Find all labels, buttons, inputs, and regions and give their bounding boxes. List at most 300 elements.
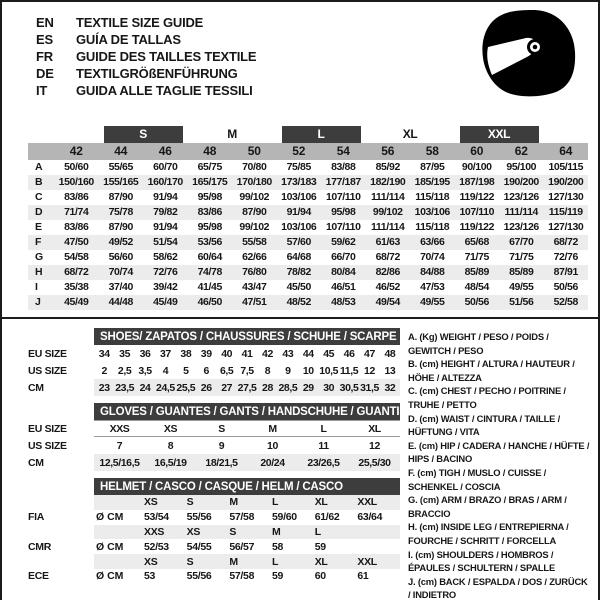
size-group-spacer xyxy=(544,126,589,143)
helmet-cell: XL xyxy=(314,555,328,568)
measurement-cell: 105/115 xyxy=(548,161,584,173)
row-letter: B xyxy=(28,175,54,190)
measurement-cell: 170/180 xyxy=(232,175,277,190)
helmet-row-label xyxy=(28,495,94,510)
shoes-row-label: US SIZE xyxy=(28,364,67,377)
measurement-cell: 111/114 xyxy=(371,191,405,203)
helmet-cell: L xyxy=(314,525,321,538)
helmet-row-label xyxy=(28,525,94,540)
helmet-table-body xyxy=(94,478,400,584)
shoes-row xyxy=(94,362,400,379)
shoes-row xyxy=(94,379,400,396)
measurement-cell: 95/98 xyxy=(197,221,222,233)
numeric-size-spacer xyxy=(28,143,54,160)
legend-item: J. (cm) BACK / ESPALDA / DOS / ZURÜCK / INDIETRO xyxy=(408,575,588,600)
helmet-cell: 54/55 xyxy=(186,540,212,553)
measurement-cell: 41/45 xyxy=(197,281,222,293)
measurement-cell: 66/70 xyxy=(331,251,356,263)
numeric-size: 52 xyxy=(277,143,322,160)
measurement-cell: 62/66 xyxy=(242,251,267,263)
measurement-cell: 43/47 xyxy=(242,281,267,293)
measurement-cell: 95/98 xyxy=(321,205,366,220)
numeric-size: 56 xyxy=(366,143,411,160)
helmet-cell: S xyxy=(186,496,194,509)
numeric-size: 50 xyxy=(232,143,277,160)
shoes-cell: 42 xyxy=(262,347,273,360)
size-group-S: S xyxy=(99,126,188,143)
shoes-cell: 6 xyxy=(203,364,209,377)
measurement-cell: 165/175 xyxy=(188,175,233,190)
measurement-cell: 58/62 xyxy=(153,251,178,263)
measurement-cell: 87/90 xyxy=(108,221,133,233)
gloves-cell: S xyxy=(218,422,225,435)
numeric-size: 64 xyxy=(544,143,589,160)
measurement-cell: 107/110 xyxy=(455,205,500,220)
gloves-row xyxy=(94,454,400,471)
language-title: GUÍA DE TALLAS xyxy=(76,32,181,47)
row-letter: G xyxy=(35,251,43,263)
shoes-table xyxy=(28,328,400,396)
numeric-size-row xyxy=(28,143,588,160)
helmet-cell: 61 xyxy=(357,570,369,583)
measurement-cell: 51/54 xyxy=(143,235,188,250)
helmet-cell: 56/57 xyxy=(229,540,255,553)
shoes-cell: 25,5 xyxy=(176,381,196,394)
measurement-row xyxy=(28,190,588,205)
gloves-cell: 12 xyxy=(369,439,380,452)
size-group-row xyxy=(28,126,588,143)
shoes-cell: 45 xyxy=(323,347,335,360)
measurement-cell: 45/49 xyxy=(54,295,99,310)
measurement-cell: 82/86 xyxy=(366,265,411,280)
measurement-cell: 50/56 xyxy=(455,295,500,310)
helmet-row xyxy=(94,569,400,584)
measurement-cell: 44/48 xyxy=(99,295,144,310)
measurement-cell: 107/110 xyxy=(325,191,361,203)
measurement-cell: 74/78 xyxy=(188,265,233,280)
helmet-unit-cell: Ø CM xyxy=(96,511,124,524)
measurement-cell: 83/86 xyxy=(188,205,233,220)
measurement-cell: 182/190 xyxy=(366,175,411,190)
helmet-cell: XS xyxy=(144,496,158,509)
measurement-cell: 45/50 xyxy=(286,281,311,293)
shoes-cell: 27,5 xyxy=(237,381,257,394)
size-group-spacer xyxy=(28,126,99,143)
measurement-cell: 48/54 xyxy=(464,281,489,293)
shoes-cell: 23 xyxy=(98,381,110,394)
language-code: FR xyxy=(36,49,53,64)
shoes-cell: 30,5 xyxy=(339,381,359,394)
measurement-cell: 185/195 xyxy=(410,175,455,190)
gloves-table-body xyxy=(94,403,400,471)
helmet-row xyxy=(94,554,400,569)
helmet-cell: 57/58 xyxy=(229,570,255,583)
helmet-cell: M xyxy=(272,525,281,538)
measurement-cell: 51/56 xyxy=(499,295,544,310)
legend-item: I. (cm) SHOULDERS / HOMBROS / ÉPAULES / SCHULTERN / SPALLE xyxy=(408,548,556,574)
measurement-cell: 150/160 xyxy=(54,175,99,190)
gloves-cell: 25,5/30 xyxy=(358,456,391,469)
shoes-cell: 28 xyxy=(262,381,273,394)
measurement-cell: 127/130 xyxy=(548,191,584,203)
shoes-cell: 6,5 xyxy=(219,364,234,377)
measurement-cell: 72/76 xyxy=(553,251,578,263)
measurement-cell: 46/51 xyxy=(331,281,356,293)
measurement-cell: 35/38 xyxy=(64,281,89,293)
measurement-row xyxy=(28,235,588,250)
bottom-section xyxy=(2,319,598,600)
shoes-cell: 23,5 xyxy=(115,381,135,394)
measurement-cell: 91/94 xyxy=(153,191,178,203)
numeric-size: 58 xyxy=(410,143,455,160)
gloves-table-title: GLOVES / GUANTES / GANTS / HANDSCHUHE / GUANTI xyxy=(94,403,400,420)
helmet-cell: XL xyxy=(314,496,328,509)
measurement-cell: 75/85 xyxy=(286,161,311,173)
legend-item: F. (cm) TIGH / MUSLO / CUISSE / SCHENKEL / COSCIA xyxy=(408,466,547,492)
measurement-cell: 80/84 xyxy=(321,265,366,280)
language-title: GUIDE DES TAILLES TEXTILE xyxy=(76,49,257,64)
shoes-cell: 32 xyxy=(384,381,396,394)
language-title: TEXTILGRÖßENFÜHRUNG xyxy=(76,66,238,81)
measurement-cell: 37/40 xyxy=(108,281,133,293)
measurement-cell: 119/122 xyxy=(459,221,495,233)
accessory-tables xyxy=(28,328,400,600)
measurement-cell: 79/82 xyxy=(143,205,188,220)
row-letter: I xyxy=(35,281,38,293)
helmet-cell: M xyxy=(229,496,238,509)
measurement-cell: 85/92 xyxy=(375,161,400,173)
shoes-cell: 48 xyxy=(384,347,396,360)
measurement-cell: 68/72 xyxy=(375,251,400,263)
measurement-cell: 78/82 xyxy=(277,265,322,280)
numeric-size: 60 xyxy=(455,143,500,160)
measurement-cell: 67/70 xyxy=(499,235,544,250)
measurement-cell: 173/183 xyxy=(277,175,322,190)
helmet-cell: S xyxy=(229,525,237,538)
measurement-cell: 70/74 xyxy=(420,251,445,263)
gloves-label-spacer xyxy=(28,403,94,420)
helmet-cell: 57/58 xyxy=(229,511,255,524)
gloves-row-labels xyxy=(28,403,94,471)
measurement-cell: 83/88 xyxy=(331,161,356,173)
helmet-cell: 59 xyxy=(314,540,326,553)
helmet-cell: L xyxy=(272,555,279,568)
shoes-table-title: SHOES/ ZAPATOS / CHAUSSURES / SCHUHE / SCARPE xyxy=(94,328,400,345)
gloves-cell: 18/21,5 xyxy=(205,456,238,469)
shoes-cell: 24 xyxy=(139,381,151,394)
measurement-cell: 127/130 xyxy=(548,221,584,233)
shoes-cell: 11,5 xyxy=(339,364,359,377)
shoes-cell: 8 xyxy=(264,364,271,377)
shoes-cell: 35 xyxy=(119,347,131,360)
gloves-cell: M xyxy=(268,422,277,435)
measurement-cell: 155/165 xyxy=(99,175,144,190)
shoes-cell: 26 xyxy=(200,381,212,394)
language-code: DE xyxy=(36,66,54,81)
helmet-row-label: ECE xyxy=(28,570,49,583)
shoes-cell: 44 xyxy=(302,347,314,360)
gloves-cell: 8 xyxy=(167,439,174,452)
numeric-size: 54 xyxy=(321,143,366,160)
measurement-cell: 75/78 xyxy=(99,205,144,220)
helmet-cell: M xyxy=(229,555,238,568)
language-title: GUIDA ALLE TAGLIE TESSILI xyxy=(76,83,253,98)
measurement-row xyxy=(28,175,588,190)
helmet-row xyxy=(94,495,400,510)
measurement-cell: 190/200 xyxy=(544,175,589,190)
measurement-cell: 187/198 xyxy=(455,175,500,190)
gloves-cell: 12,5/16,5 xyxy=(99,456,140,469)
measurement-cell: 95/100 xyxy=(506,161,537,173)
measurement-cell: 99/102 xyxy=(239,221,270,233)
row-letter: J xyxy=(28,295,54,310)
measurement-cell: 45/49 xyxy=(143,295,188,310)
language-code: ES xyxy=(36,32,53,47)
measurement-cell: 61/63 xyxy=(366,235,411,250)
helmet-cell: XXS xyxy=(144,525,165,538)
helmet-cell: XXL xyxy=(357,555,377,568)
helmet-cell: XS xyxy=(144,555,158,568)
measurement-cell: 47/50 xyxy=(54,235,99,250)
shoes-cell: 31,5 xyxy=(360,381,379,394)
helmet-cell: 55/56 xyxy=(186,511,212,524)
measurement-cell: 56/60 xyxy=(108,251,133,263)
measurement-cell: 59/62 xyxy=(321,235,366,250)
shoes-cell: 10,5 xyxy=(319,364,339,377)
numeric-size: 42 xyxy=(54,143,99,160)
measurement-cell: 84/88 xyxy=(410,265,455,280)
measurement-cell: 99/102 xyxy=(239,191,270,203)
shoes-row xyxy=(94,345,400,362)
gloves-row xyxy=(94,420,400,437)
measurement-cell: 72/76 xyxy=(143,265,188,280)
helmet-cell: 53/54 xyxy=(144,511,169,524)
row-letter: C xyxy=(35,191,43,203)
legend-item: H. (cm) INSIDE LEG / ENTREPIERNA / FOURCHE / SCHRITT / FORCELLA xyxy=(408,521,569,546)
measurement-cell: 49/54 xyxy=(366,295,411,310)
measurement-row xyxy=(28,160,588,175)
measurement-cell: 91/94 xyxy=(153,221,178,233)
helmet-unit-cell: Ø CM xyxy=(96,570,124,583)
measurement-cell: 64/68 xyxy=(286,251,311,263)
measurement-cell: 87/91 xyxy=(544,265,589,280)
measurement-cell: 83/86 xyxy=(64,221,89,233)
language-code: EN xyxy=(36,15,54,30)
measurement-cell: 60/64 xyxy=(197,251,222,263)
helmet-row xyxy=(94,539,400,554)
measurement-cell: 49/52 xyxy=(99,235,144,250)
shoes-cell: 28,5 xyxy=(278,381,298,394)
measurement-cell: 47/53 xyxy=(420,281,445,293)
row-letter: F xyxy=(28,235,54,250)
gloves-cell: XXS xyxy=(109,422,130,435)
legend-item: E. (cm) HIP / CADERA / HANCHE / HÜFTE / HIPS / BACINO xyxy=(408,439,590,465)
measurement-cell: 85/89 xyxy=(499,265,544,280)
measurement-cell: 70/74 xyxy=(99,265,144,280)
measurement-cell: 160/170 xyxy=(143,175,188,190)
measurement-cell: 68/72 xyxy=(54,265,99,280)
measurement-cell: 65/75 xyxy=(197,161,222,173)
shoes-cell: 47 xyxy=(364,347,375,360)
gloves-cell: 7 xyxy=(116,439,123,452)
helmet-cell: S xyxy=(186,555,194,568)
helmet-icon xyxy=(478,8,578,102)
page-header xyxy=(2,2,598,104)
measurement-cell: 39/42 xyxy=(153,281,178,293)
legend-item: A. (Kg) WEIGHT / PESO / POIDS / GEWITCH / PESO xyxy=(408,331,549,356)
legend-item: G. (cm) ARM / BRAZO / BRAS / ARM / BRACCIO xyxy=(408,494,567,519)
measurement-row xyxy=(28,205,588,220)
size-group-M: M xyxy=(227,127,237,141)
measurement-cell: 54/58 xyxy=(64,251,89,263)
row-letter: A xyxy=(35,161,43,173)
shoes-cell: 4 xyxy=(162,364,169,377)
helmet-cell: XXL xyxy=(357,496,377,509)
helmet-cell: 59 xyxy=(272,570,284,583)
measurement-cell: 115/118 xyxy=(415,221,450,233)
measurement-cell: 111/114 xyxy=(371,221,405,233)
helmet-table xyxy=(28,478,400,584)
numeric-size: 46 xyxy=(143,143,188,160)
measurement-cell: 46/50 xyxy=(188,295,233,310)
helmet-row-label: CMR xyxy=(28,540,52,553)
measurement-cell: 111/114 xyxy=(499,205,544,220)
measurement-cell: 49/55 xyxy=(410,295,455,310)
helmet-unit-cell: Ø CM xyxy=(96,540,124,553)
row-letter: E xyxy=(35,221,42,233)
gloves-cell: 23/26,5 xyxy=(307,456,340,469)
shoes-cell: 13 xyxy=(384,364,396,377)
shoes-cell: 30 xyxy=(323,381,335,394)
helmet-cell: 53 xyxy=(144,570,156,583)
measurement-cell: 91/94 xyxy=(277,205,322,220)
legend-item: D. (cm) WAIST / CINTURA / TAILLE / HÜFTUNG / VITA xyxy=(408,412,561,438)
gloves-cell: XL xyxy=(368,422,381,435)
measurement-cell: 123/126 xyxy=(503,191,539,203)
measurement-cell: 115/118 xyxy=(415,191,450,203)
shoes-cell: 24,5 xyxy=(156,381,175,394)
measurement-cell: 46/52 xyxy=(375,281,400,293)
measurement-cell: 47/51 xyxy=(232,295,277,310)
helmet-row xyxy=(94,525,400,540)
measurement-cell: 83/86 xyxy=(64,191,89,203)
measurement-cell: 177/187 xyxy=(321,175,366,190)
shoes-cell: 34 xyxy=(98,347,110,360)
measurement-cell: 48/53 xyxy=(321,295,366,310)
shoes-row-label: EU SIZE xyxy=(28,347,67,360)
shoes-cell: 27 xyxy=(221,381,233,394)
measurement-cell: 52/58 xyxy=(544,295,589,310)
shoes-cell: 39 xyxy=(200,347,212,360)
legend-item: C. (cm) CHEST / PECHO / POITRINE / TRUHE / PETTO xyxy=(408,385,566,410)
language-title: TEXTILE SIZE GUIDE xyxy=(76,15,204,30)
helmet-cell: XS xyxy=(186,525,201,538)
measurement-cell: 60/70 xyxy=(153,161,178,173)
main-size-table-body xyxy=(28,126,588,310)
measurement-cell: 103/106 xyxy=(281,191,317,203)
shoes-cell: 12 xyxy=(364,364,375,377)
measurement-cell: 50/60 xyxy=(64,161,89,173)
measurement-cell: 71/75 xyxy=(509,251,534,263)
helmet-cell: 55/56 xyxy=(186,570,212,583)
measurement-cell: 115/119 xyxy=(544,205,589,220)
measurement-row xyxy=(28,280,588,295)
helmet-cell: 60 xyxy=(314,570,326,583)
gloves-cell: XS xyxy=(163,422,178,435)
measurement-cell: 190/200 xyxy=(499,175,544,190)
gloves-row-label: US SIZE xyxy=(28,439,67,452)
numeric-size: 44 xyxy=(99,143,144,160)
size-group-XL: XL xyxy=(402,127,418,141)
gloves-cell: 20/24 xyxy=(260,456,285,469)
measurement-cell: 119/122 xyxy=(459,191,495,203)
helmet-cell: 52/53 xyxy=(144,540,169,553)
helmet-cell: 61/62 xyxy=(314,511,340,524)
gloves-cell: L xyxy=(320,422,327,435)
shoes-label-spacer xyxy=(28,328,94,345)
gloves-row xyxy=(94,437,400,454)
shoes-cell: 37 xyxy=(159,347,171,360)
shoes-table-body xyxy=(94,328,400,396)
helmet-cell: 59/60 xyxy=(272,511,297,524)
shoes-cell: 41 xyxy=(241,347,253,360)
measurement-cell: 53/56 xyxy=(188,235,233,250)
measurement-cell: 48/52 xyxy=(277,295,322,310)
main-size-table xyxy=(28,126,588,310)
shoes-cell: 38 xyxy=(180,347,192,360)
measurement-cell: 85/89 xyxy=(455,265,500,280)
shoes-cell: 3,5 xyxy=(138,364,152,377)
numeric-size: 62 xyxy=(499,143,544,160)
gloves-table xyxy=(28,403,400,471)
measurement-cell: 95/98 xyxy=(197,191,222,203)
gloves-row-label: EU SIZE xyxy=(28,422,67,435)
measurement-cell: 71/74 xyxy=(54,205,99,220)
measurement-cell: 103/106 xyxy=(410,205,455,220)
shoes-cell: 43 xyxy=(282,347,294,360)
measurement-cell: 65/68 xyxy=(455,235,500,250)
measurement-cell: 87/95 xyxy=(420,161,445,173)
measurement-cell: 71/75 xyxy=(464,251,489,263)
gloves-cell: 16,5/19 xyxy=(154,456,187,469)
measurement-cell: 70/80 xyxy=(242,161,267,173)
shoes-cell: 2 xyxy=(101,364,107,377)
measurement-cell: 55/65 xyxy=(108,161,133,173)
shoes-cell: 36 xyxy=(139,347,151,360)
measurement-cell: 57/60 xyxy=(277,235,322,250)
gloves-row-label: CM xyxy=(28,456,44,469)
gloves-cell: 10 xyxy=(267,439,278,452)
shoes-cell: 2,5 xyxy=(117,364,132,377)
measurement-cell: 87/90 xyxy=(108,191,133,203)
measurement-row xyxy=(28,250,588,265)
shoes-cell: 29 xyxy=(302,381,314,394)
measurement-cell: 50/56 xyxy=(553,281,578,293)
helmet-row-label: FIA xyxy=(28,511,45,524)
helmet-row xyxy=(94,510,400,525)
helmet-cell: 63/64 xyxy=(357,511,383,524)
gloves-cell: 9 xyxy=(218,439,225,452)
measurement-cell: 103/106 xyxy=(281,221,317,233)
helmet-row-label xyxy=(28,554,94,569)
shoes-cell: 9 xyxy=(285,364,291,377)
shoes-cell: 5 xyxy=(183,364,189,377)
helmet-cell: 58 xyxy=(272,540,284,553)
shoes-cell: 7,5 xyxy=(240,364,254,377)
size-group-XXL: XXL xyxy=(455,126,544,143)
shoes-cell: 40 xyxy=(221,347,233,360)
measurement-cell: 123/126 xyxy=(503,221,539,233)
